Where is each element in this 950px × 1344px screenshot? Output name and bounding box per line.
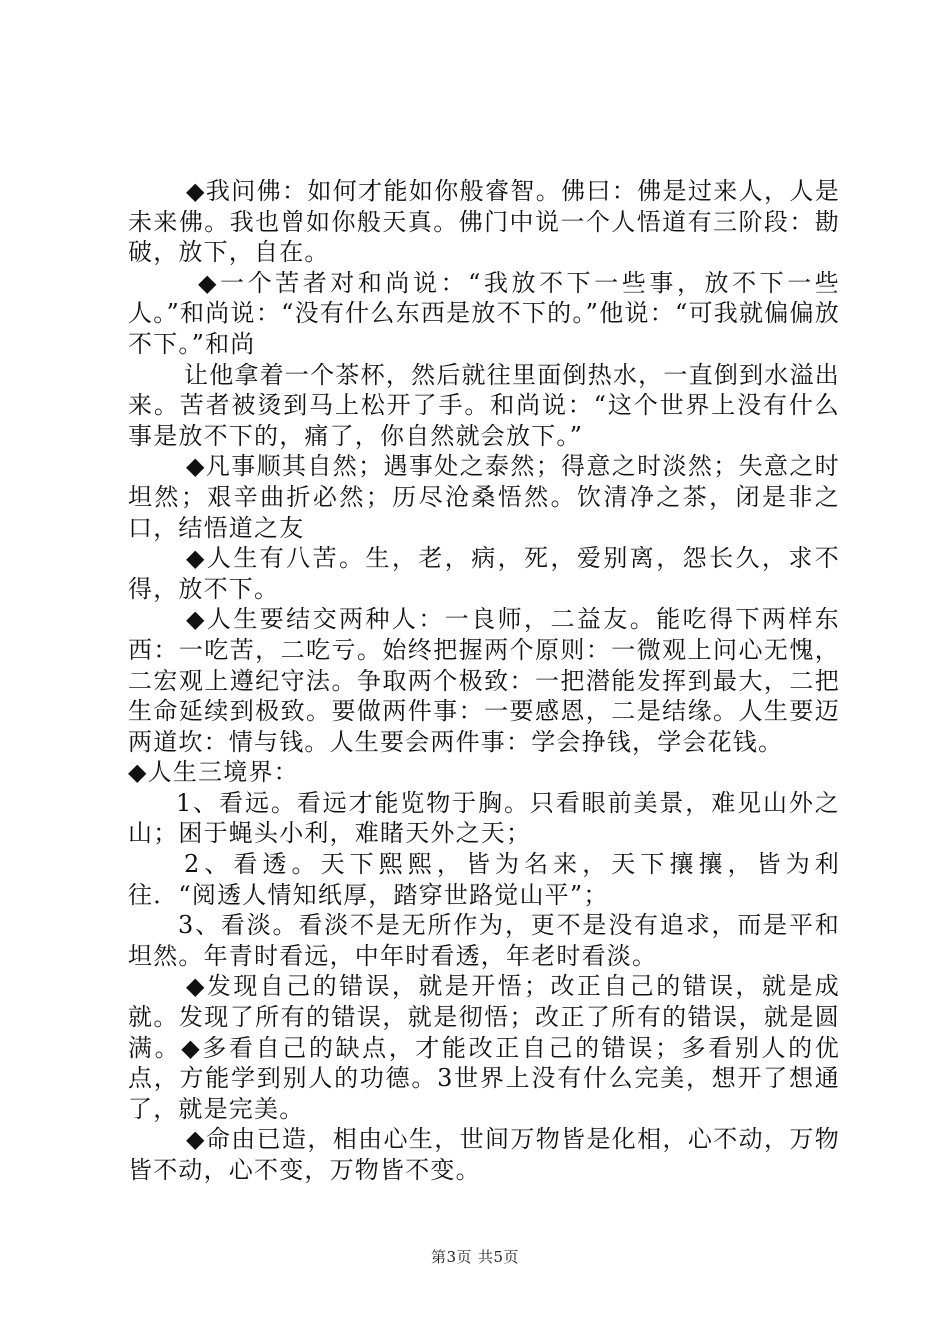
page-footer xyxy=(0,1246,950,1267)
page-number: 第3页 xyxy=(430,1248,472,1266)
paragraph-buddha-wisdom: ◆我问佛：如何才能如你般睿智。佛曰：佛是过来人，人是未来佛。我也曾如你般天真。佛门中说一个人悟道有三阶段：勘破，放下，自在。 xyxy=(128,177,840,267)
paragraph-eight-sufferings: ◆人生有八苦。生，老，病，死，爱别离，怨长久，求不得，放不下。 xyxy=(128,544,840,603)
paragraph-fate-self-made: ◆命由已造，相由心生，世间万物皆是化相，心不动，万物皆不动，心不变，万物皆不变。 xyxy=(128,1125,840,1184)
page-total: 共5页 xyxy=(478,1248,520,1266)
paragraph-three-realms-heading: ◆人生三境界： xyxy=(128,758,299,787)
paragraph-two-kinds: ◆人生要结交两种人：一良师，二益友。能吃得下两样东西：一吃苦，二吃亏。始终把握两个原则：一微观上问心无愧，二宏观上遵纪守法。争取两个极致：一把潜能发挥到最大，二把生命延续到极致。要做两件事：一要感恩，二是结缘。人生要迈两道坎：情与钱。人生要会两件事：学会挣钱，学会花钱。 xyxy=(128,605,840,756)
paragraph-find-mistakes: ◆发现自己的错误，就是开悟；改正自己的错误，就是成就。发现了所有的错误，就是彻悟；改正了所有的错误，就是圆满。◆多看自己的缺点，才能改正自己的错误；多看别人的优点，方能学到别人的功德。3世界上没有什么完美，想开了想通了，就是完美。 xyxy=(128,972,840,1123)
paragraph-look-through: 2、看透。天下熙熙，皆为名来，天下攘攘，皆为利往．“阅透人情知纸厚，踏穿世路觉山平”； xyxy=(128,850,840,909)
paragraph-look-lightly: 3、看淡。看淡不是无所作为，更不是没有追求，而是平和坦然。年青时看远，中年时看透，年老时看淡。 xyxy=(128,911,840,970)
document-body xyxy=(128,176,840,1186)
paragraph-look-far: 1、看远。看远才能览物于胸。只看眼前美景，难见山外之山；困于蝇头小利，难睹天外之天； xyxy=(128,788,840,848)
paragraph-tea-cup: 让他拿着一个茶杯，然后就往里面倒热水，一直倒到水溢出来。苦者被烫到马上松开了手。和尚说：“这个世界上没有什么事是放不下的，痛了，你自然就会放下。” xyxy=(128,360,840,450)
paragraph-sufferer-monk: ◆一个苦者对和尚说：“我放不下一些事，放不下一些人。”和尚说：“没有什么东西是放不下的。”他说：“可我就偏偏放不下。”和尚 xyxy=(128,268,840,358)
paragraph-follow-nature: ◆凡事顺其自然；遇事处之泰然；得意之时淡然；失意之时坦然；艰辛曲折必然；历尽沧桑悟然。饮清净之茶，闭是非之口，结悟道之友 xyxy=(128,452,840,542)
